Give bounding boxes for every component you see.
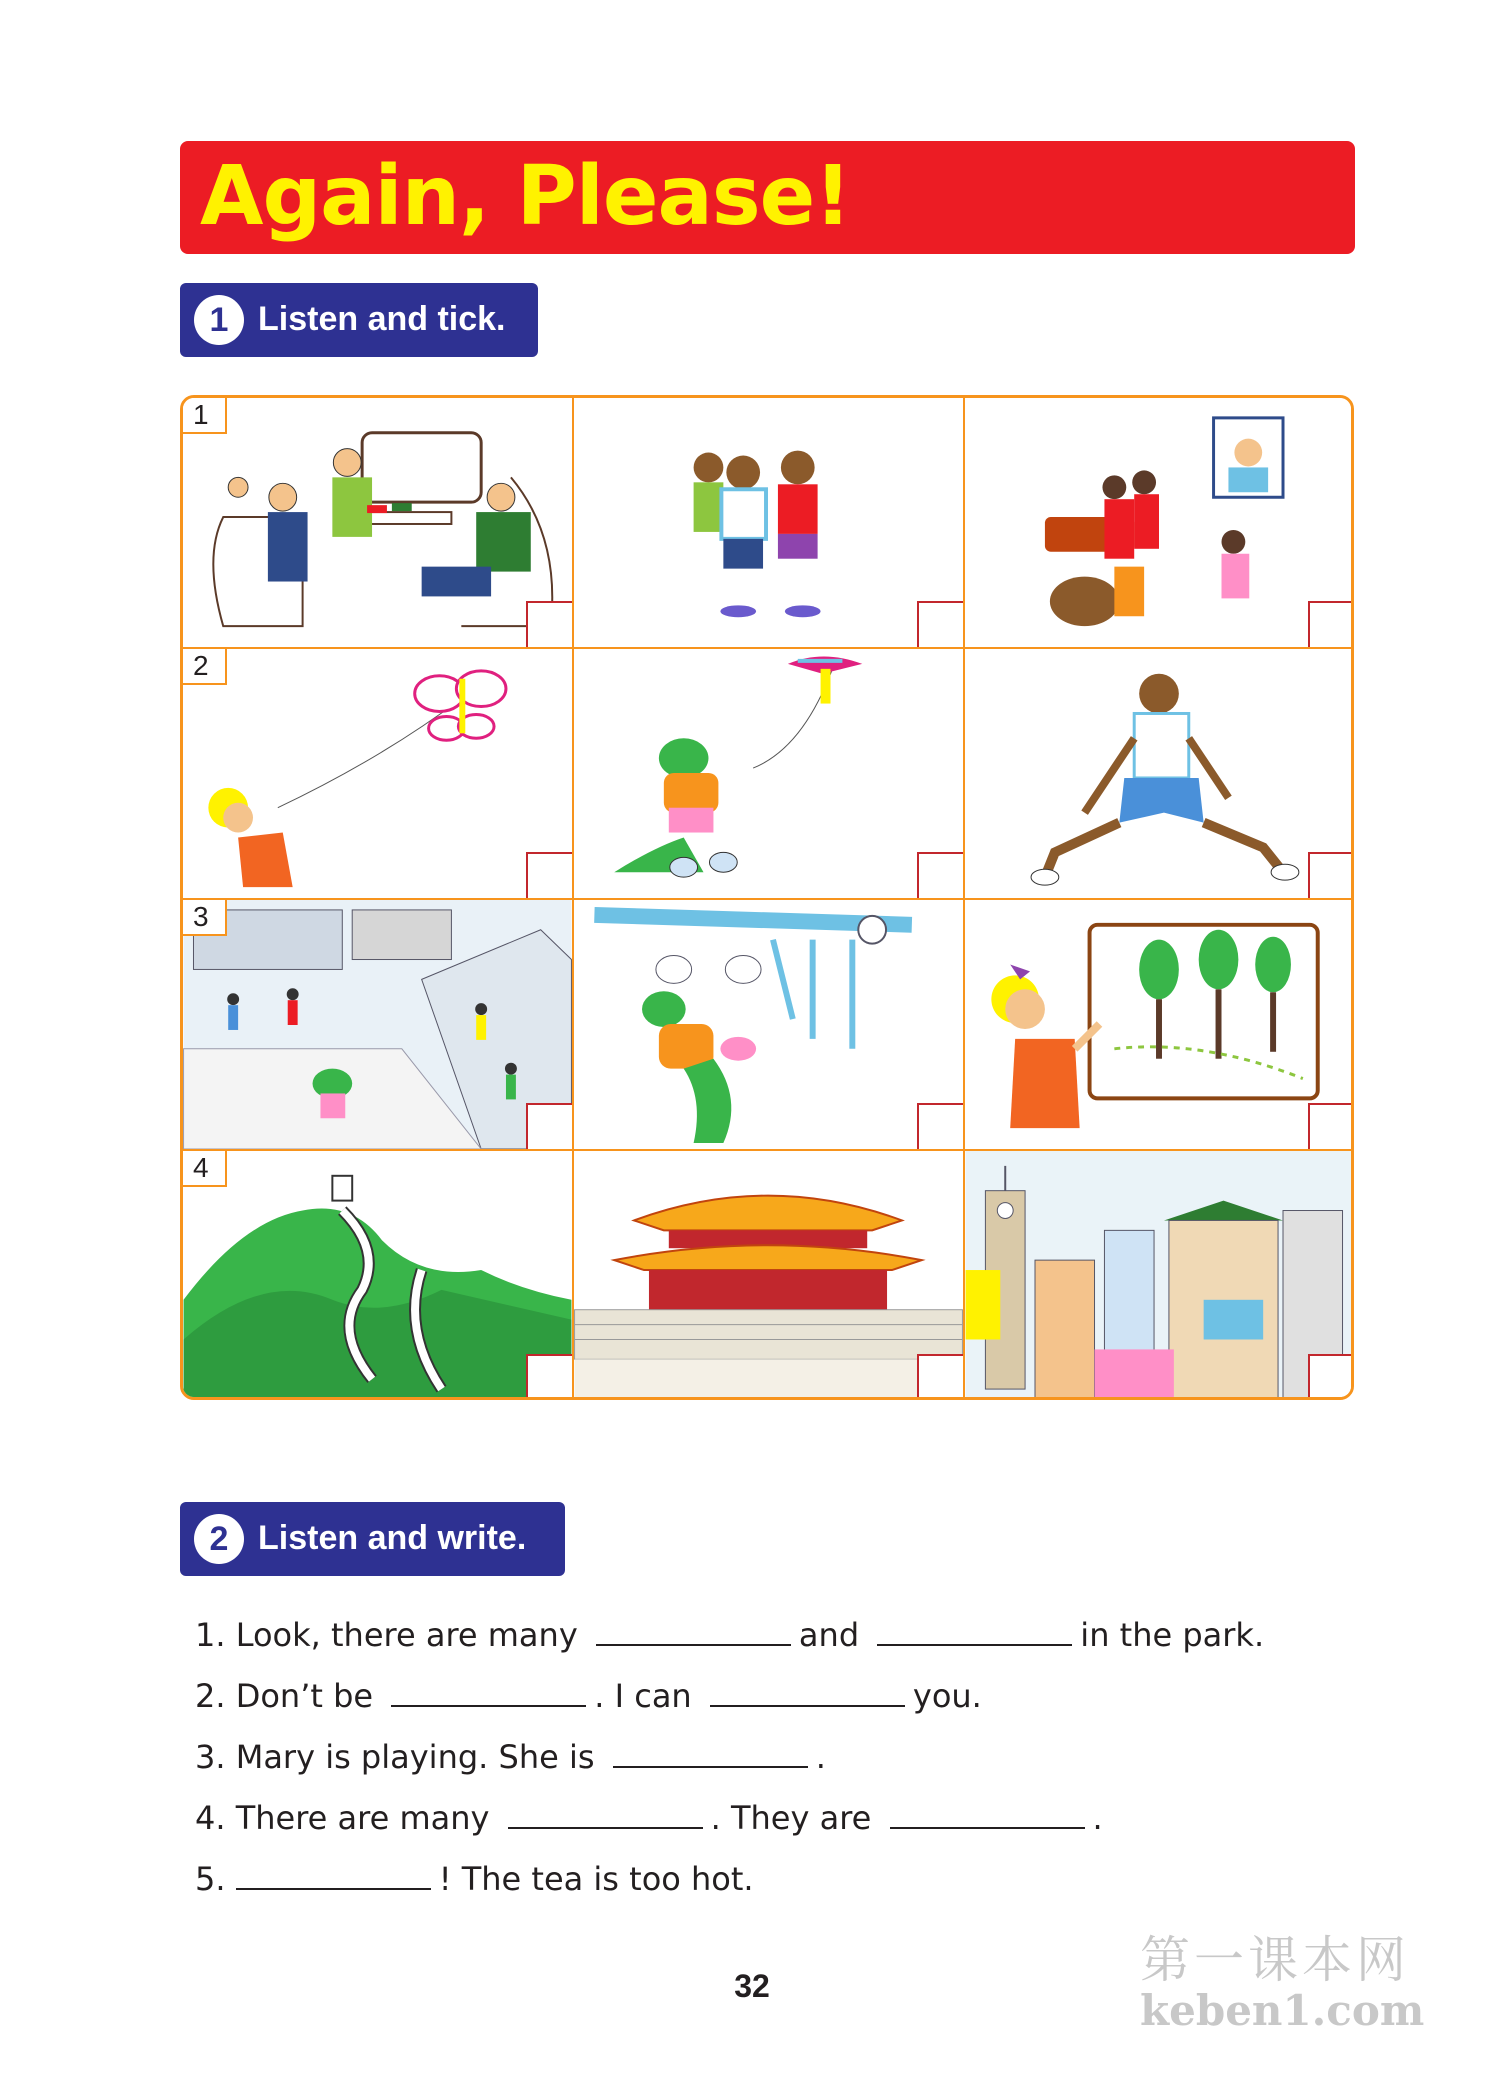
row-number-4: 4 — [183, 1151, 227, 1187]
tick-box-r2-c2[interactable] — [917, 852, 963, 898]
row-number-1: 1 — [183, 398, 227, 434]
picture-r3-c1 — [183, 900, 574, 1151]
tick-box-r2-c3[interactable] — [1308, 852, 1354, 898]
sentence-4 — [195, 1788, 1345, 1849]
picture-r2-c3 — [965, 649, 1354, 900]
sentence-2-number: 2. — [195, 1677, 226, 1715]
watermark — [1140, 1920, 1424, 2035]
tick-box-r3-c2[interactable] — [917, 1103, 963, 1149]
picture-r1-c1 — [183, 398, 574, 649]
title-banner — [180, 141, 1355, 254]
section-2-header — [180, 1502, 565, 1576]
sentence-2-text-c: you. — [912, 1677, 982, 1715]
picture-r2-c2 — [574, 649, 965, 900]
section-1-label: Listen and tick. — [258, 300, 506, 338]
sentence-2-text-b: . I can — [594, 1677, 692, 1715]
blank-4b[interactable] — [890, 1797, 1085, 1829]
picture-r2-c1 — [183, 649, 574, 900]
picture-r1-c3 — [965, 398, 1354, 649]
blank-4a[interactable] — [508, 1797, 703, 1829]
page-title: Again, Please! — [200, 149, 851, 244]
blank-1a[interactable] — [596, 1614, 791, 1646]
sentence-3-text-a: Mary is playing. She is — [235, 1738, 595, 1776]
blank-3a[interactable] — [613, 1736, 808, 1768]
tick-box-r3-c3[interactable] — [1308, 1103, 1354, 1149]
sentence-4-text-a: There are many — [235, 1799, 490, 1837]
tick-box-r1-c1[interactable] — [526, 601, 572, 647]
sentence-4-text-b: . They are — [710, 1799, 872, 1837]
section-1-header — [180, 283, 538, 357]
sentence-5-number: 5. — [195, 1860, 226, 1898]
section-1-number: 1 — [194, 295, 244, 345]
tick-box-r4-c1[interactable] — [526, 1354, 572, 1400]
tick-box-r1-c2[interactable] — [917, 601, 963, 647]
tick-box-r4-c2[interactable] — [917, 1354, 963, 1400]
sentence-1-text-c: in the park. — [1080, 1616, 1265, 1654]
sentence-2-text-a: Don’t be — [235, 1677, 374, 1715]
blank-2b[interactable] — [710, 1675, 905, 1707]
page-number: 32 — [734, 1968, 770, 2004]
sentence-list — [195, 1605, 1345, 1910]
sentence-3-text-b: . — [815, 1738, 826, 1776]
row-number-2: 2 — [183, 649, 227, 685]
picture-r3-c2 — [574, 900, 965, 1151]
picture-r4-c1 — [183, 1151, 574, 1400]
picture-r1-c2 — [574, 398, 965, 649]
tick-box-r3-c1[interactable] — [526, 1103, 572, 1149]
sentence-5-text-b: ! The tea is too hot. — [438, 1860, 754, 1898]
picture-grid — [180, 395, 1354, 1400]
sentence-3-number: 3. — [195, 1738, 226, 1776]
blank-1b[interactable] — [877, 1614, 1072, 1646]
blank-2a[interactable] — [391, 1675, 586, 1707]
sentence-1-text-a: Look, there are many — [235, 1616, 578, 1654]
sentence-4-number: 4. — [195, 1799, 226, 1837]
tick-box-r2-c1[interactable] — [526, 852, 572, 898]
blank-5a[interactable] — [236, 1858, 431, 1890]
sentence-1-text-b: and — [798, 1616, 860, 1654]
sentence-1 — [195, 1605, 1345, 1666]
tick-box-r4-c3[interactable] — [1308, 1354, 1354, 1400]
sentence-5 — [195, 1849, 1345, 1910]
row-number-3: 3 — [183, 900, 227, 936]
picture-r4-c2 — [574, 1151, 965, 1400]
sentence-1-number: 1. — [195, 1616, 226, 1654]
section-2-number: 2 — [194, 1514, 244, 1564]
tick-box-r1-c3[interactable] — [1308, 601, 1354, 647]
sentence-4-text-c: . — [1092, 1799, 1103, 1837]
picture-r4-c3 — [965, 1151, 1354, 1400]
sentence-3 — [195, 1727, 1345, 1788]
watermark-cn: 第一课本网 — [1140, 1931, 1410, 1989]
section-2-label: Listen and write. — [258, 1519, 527, 1557]
picture-r3-c3 — [965, 900, 1354, 1151]
sentence-2 — [195, 1666, 1345, 1727]
watermark-url: keben1.com — [1140, 1986, 1425, 2035]
